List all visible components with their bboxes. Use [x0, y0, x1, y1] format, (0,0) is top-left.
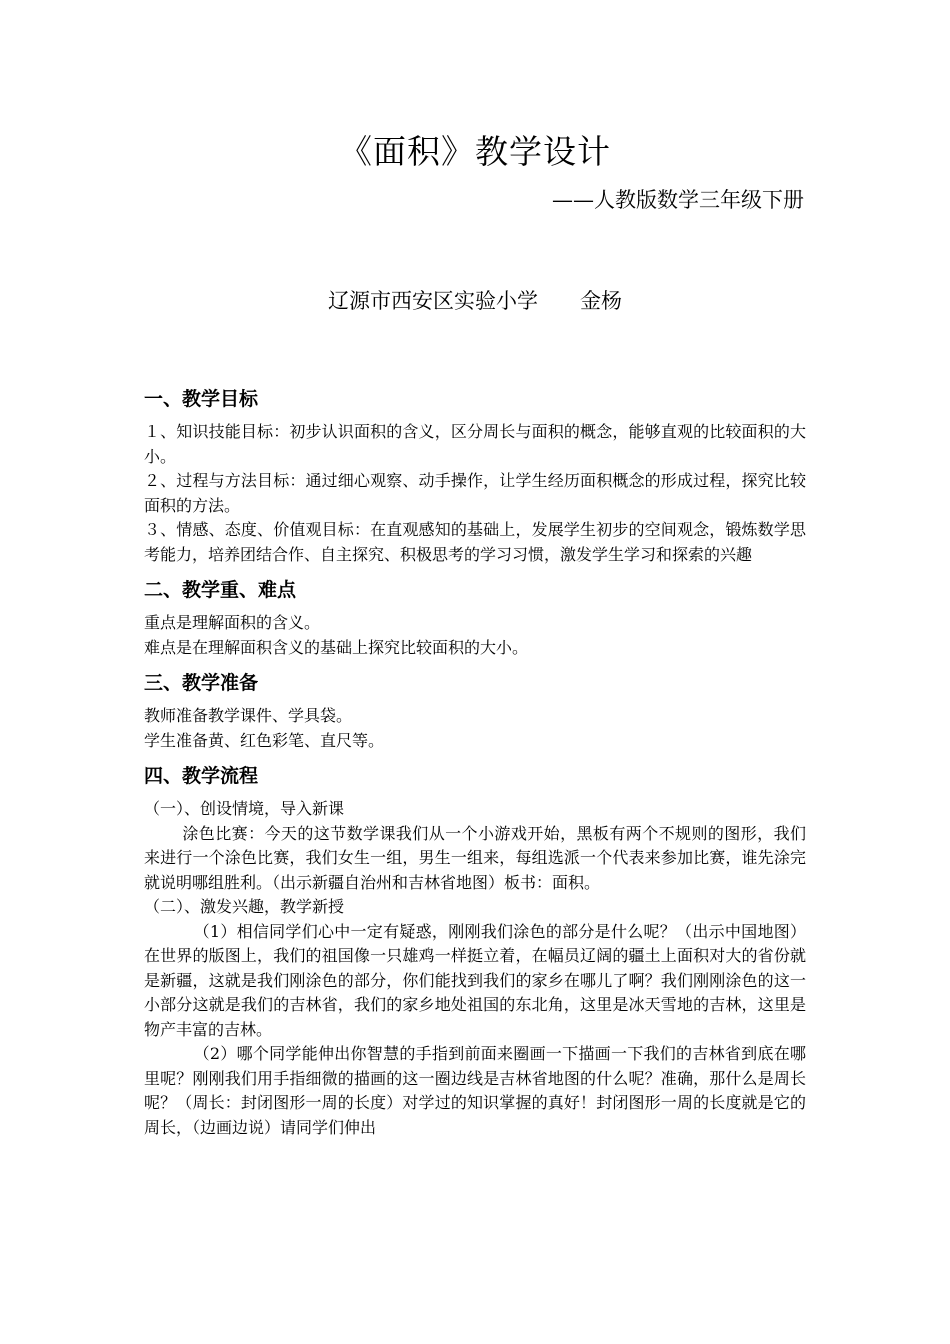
document-body	[144, 384, 806, 1140]
section-heading-key-points: 二、教学重、难点	[144, 579, 297, 601]
subsection-title: （二）、激发兴趣，教学新授	[144, 897, 345, 916]
paragraph: 教师准备教学课件、学具袋。	[144, 706, 353, 725]
paragraph: 重点是理解面积的含义。	[144, 613, 321, 632]
document-title: 《面积》教学设计	[339, 132, 611, 171]
section-heading-preparation: 三、教学准备	[144, 672, 259, 694]
paragraph: ３、情感、态度、价值观目标：在直观感知的基础上，发展学生初步的空间观念，锻炼数学思考能力，培养团结合作、自主探究、积极思考的学习习惯，激发学生学习和探索的兴趣	[144, 520, 806, 564]
section-heading-objectives: 一、教学目标	[144, 388, 259, 410]
paragraph: 涂色比赛：今天的这节数学课我们从一个小游戏开始，黑板有两个不规则的图形，我们来进行一个涂色比赛，我们女生一组，男生一组来，每组选派一个代表来参加比赛，谁先涂完就说明哪组胜利。（出示新疆自治州和吉林省地图）板书：面积。	[144, 823, 806, 892]
section-heading-process: 四、教学流程	[144, 765, 259, 787]
paragraph: 难点是在理解面积含义的基础上探究比较面积的大小。	[144, 637, 529, 657]
paragraph: １、知识技能目标：初步认识面积的含义，区分周长与面积的概念，能够直观的比较面积的大小。	[144, 422, 806, 466]
paragraph: 学生准备黄、红色彩笔、直尺等。	[144, 730, 385, 750]
document-subtitle: ——人教版数学三年级下册	[552, 188, 804, 212]
paragraph: ２、过程与方法目标：通过细心观察、动手操作，让学生经历面积概念的形成过程，探究比较面积的方法。	[144, 471, 806, 515]
paragraph: （1）相信同学们心中一定有疑惑，刚刚我们涂色的部分是什么呢？（出示中国地图）在世界的版图上，我们的祖国像一只雄鸡一样挺立着，在幅员辽阔的疆土上面积对大的省份就是新疆，这就是我们刚涂色的部分，你们能找到我们的家乡在哪儿了啊？我们刚刚涂色的这一小部分这就是我们的吉林省，我们的家乡地处祖国的东北角，这里是冰天雪地的吉林，这里是物产丰富的吉林。	[144, 921, 806, 1039]
paragraph: （2）哪个同学能伸出你智慧的手指到前面来圈画一下描画一下我们的吉林省到底在哪里呢？刚刚我们用手指细微的描画的这一圈边线是吉林省地图的什么呢？准确，那什么是周长呢？（周长：封闭图形一周的长度）对学过的知识掌握的真好！封闭图形一周的长度就是它的周长，（边画边说）请同学们伸出	[144, 1044, 806, 1137]
subsection-title: （一）、创设情境，导入新课	[144, 799, 345, 818]
author-line: 辽源市西安区实验小学 金杨	[328, 289, 622, 313]
